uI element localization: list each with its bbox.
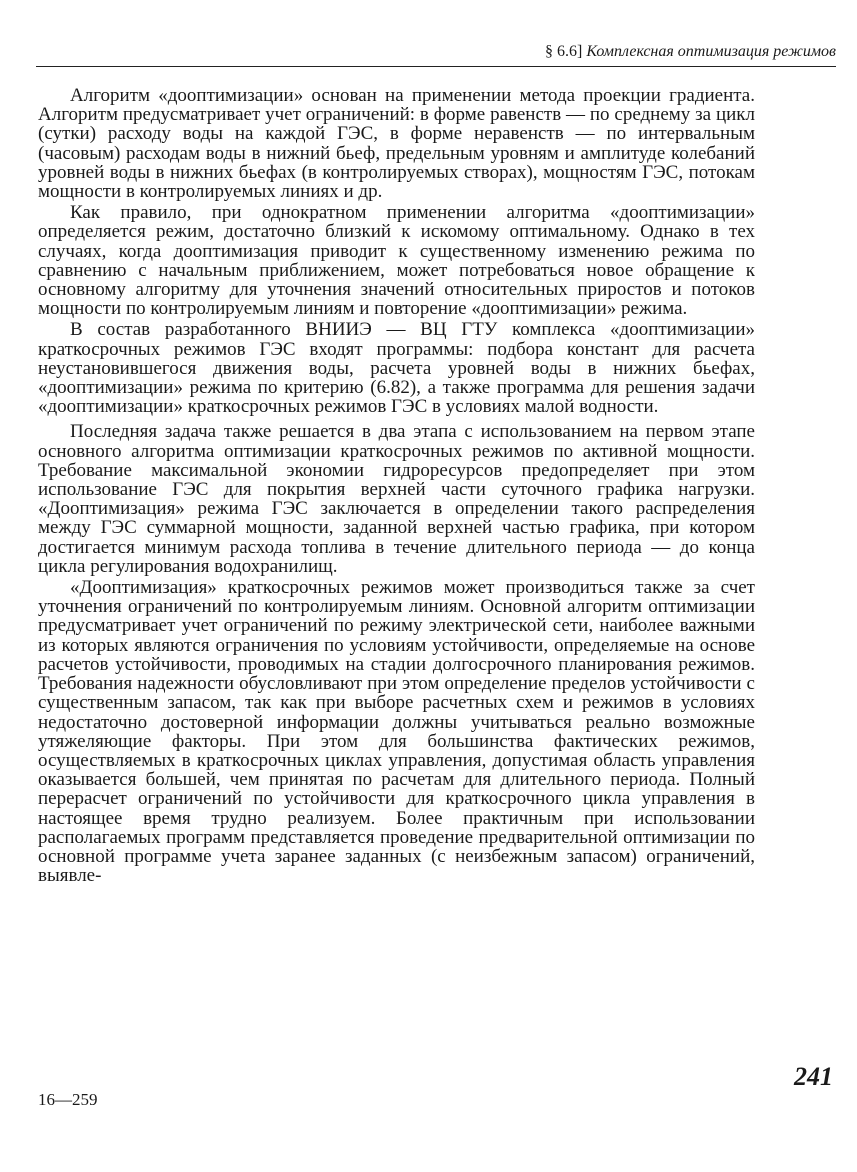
page-number: 241 — [794, 1062, 833, 1091]
paragraph-5: «Дооптимизация» краткосрочных режимов может производиться также за счет уточнения ограничений по контролируемым линиям. Основной алгоритм оптимизации предусматривает учет ограничений по режиму электрической сети, наиболее важными из которых являются ограничения по условиям устойчивости, определяемые на основе расчетов устойчивости, проводимых на стадии долгосрочного планирования режимов. Требования надежности обусловливают при этом определение пределов устойчивости с существенным запасом, так как при выборе расчетных схем и режимов в условиях недостаточно достоверной информации должны учитываться реально возможные утяжеляющие факторы. При этом для большинства фактических режимов, осуществляемых в краткосрочных циклах управления, допустимая область управления оказывается большей, чем принятая по расчетам для длительного периода. Полный перерасчет ограничений по устойчивости для краткосрочного цикла управления в настоящее время трудно реализуем. Более практичным при использовании располагаемых программ представляется проведение предварительной оптимизации по основной программе учета заранее заданных (с неизбежным запасом) ограничений, выявле- — [38, 577, 755, 887]
paragraph-4: Последняя задача также решается в два этапа с использованием на первом этапе основного алгоритма оптимизации краткосрочных режимов по активной мощности. Требование максимальной экономии гидроресурсов предопределяет при этом использование ГЭС для покрытия верхней части суточного графика нагрузки. «Дооптимизация» режима ГЭС заключается в определении такого распределения между ГЭС суммарной мощности, заданной верхней частью графика, при котором достигается минимум расхода топлива в течение длительного периода — до конца цикла регулирования водохранилищ. — [38, 421, 755, 577]
running-header — [36, 38, 836, 67]
header-title: Комплексная оптимизация режимов — [586, 43, 836, 60]
paragraph-3: В состав разработанного ВНИИЭ — ВЦ ГТУ комплекса «дооптимизации» краткосрочных режимов ГЭС входят программы: подбора констант для расчета неустановившегося движения воды, расчета уровней воды в нижних бьефах, «дооптимизации» режима по критерию (6.82), а также программа для решения задачи «дооптимизации» краткосрочных режимов ГЭС в условиях малой водности. — [38, 319, 755, 418]
paragraph-1: Алгоритм «дооптимизации» основан на применении метода проекции градиента. Алгоритм предусматривает учет ограничений: в форме равенств — по среднему за цикл (сутки) расходу воды на каждой ГЭС, в форме неравенств — по интервальным (часовым) расходам воды в нижний бьеф, предельным уровням и амплитуде колебаний уровней воды в нижних бьефах (в контролируемых створах), мощностям ГЭС, потокам мощности в контролируемых линиях и др. — [38, 85, 755, 203]
printer-signature-mark: 16—259 — [38, 1090, 98, 1109]
paragraph-2: Как правило, при однократном применении алгоритма «дооптимизации» определяется режим, достаточно близкий к искомому оптимальному. Однако в тех случаях, когда дооптимизация приводит к существенному изменению режима по сравнению с начальным приближением, может потребоваться новое обращение к основному алгоритму для уточнения значений относительных приростов и потоков мощности по контролируемым линиям и повторение «дооптимизации» режима. — [38, 202, 755, 320]
header-section-number: § 6.6] — [545, 43, 583, 60]
body-text — [38, 86, 755, 885]
